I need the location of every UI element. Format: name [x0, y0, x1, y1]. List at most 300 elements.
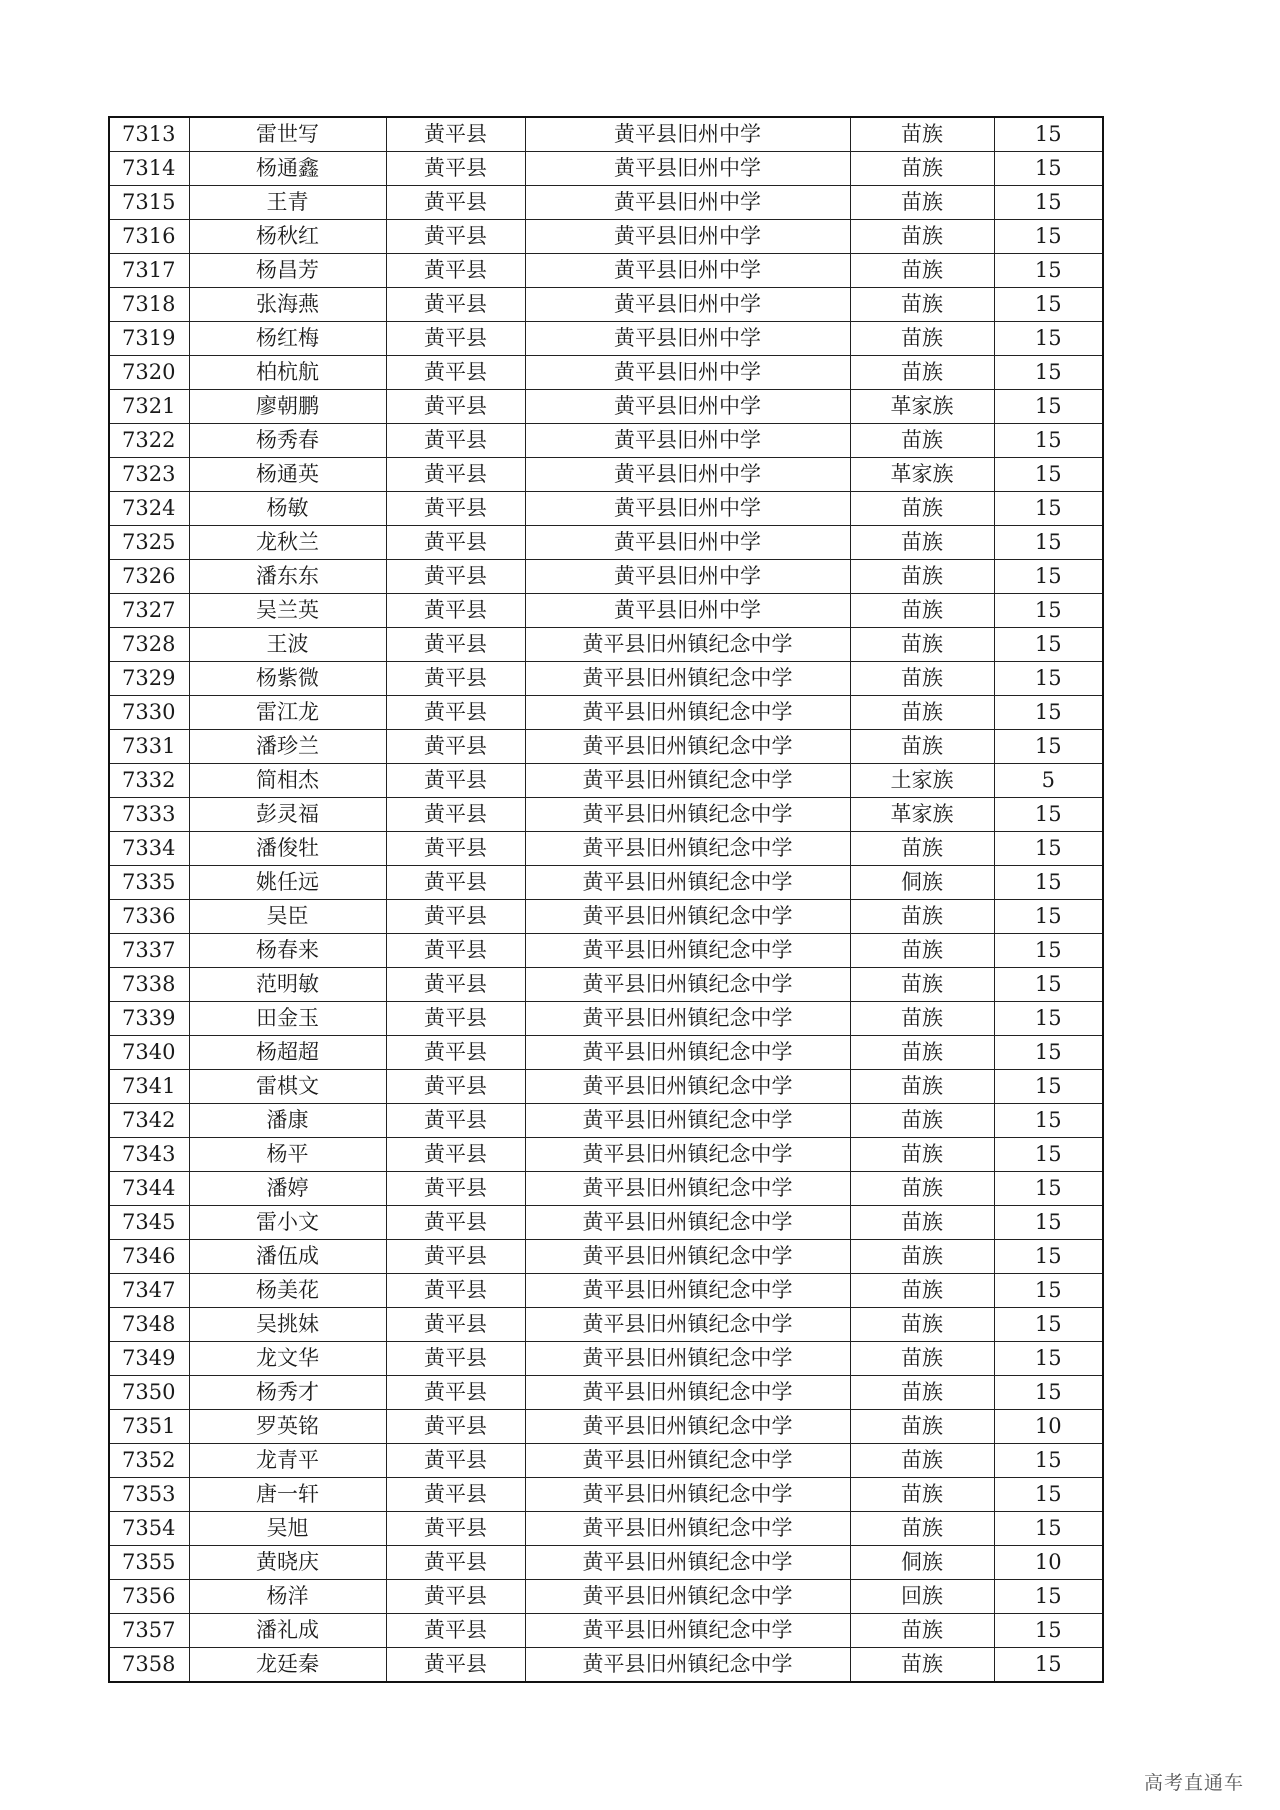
cell-county: 黄平县	[386, 1308, 525, 1342]
cell-ethnicity: 苗族	[850, 288, 994, 322]
cell-score: 15	[994, 1240, 1103, 1274]
table-row	[109, 186, 1103, 220]
cell-school: 黄平县旧州镇纪念中学	[525, 1070, 850, 1104]
cell-score: 10	[994, 1546, 1103, 1580]
cell-id: 7338	[109, 968, 189, 1002]
cell-school: 黄平县旧州镇纪念中学	[525, 1206, 850, 1240]
cell-score: 15	[994, 866, 1103, 900]
cell-score: 15	[994, 1444, 1103, 1478]
cell-county: 黄平县	[386, 526, 525, 560]
cell-id: 7326	[109, 560, 189, 594]
cell-id: 7341	[109, 1070, 189, 1104]
table-row	[109, 458, 1103, 492]
cell-name: 罗英铭	[189, 1410, 386, 1444]
cell-ethnicity: 苗族	[850, 1036, 994, 1070]
cell-id: 7314	[109, 152, 189, 186]
cell-name: 杨秀春	[189, 424, 386, 458]
cell-id: 7354	[109, 1512, 189, 1546]
cell-id: 7349	[109, 1342, 189, 1376]
cell-school: 黄平县旧州镇纪念中学	[525, 1240, 850, 1274]
cell-school: 黄平县旧州镇纪念中学	[525, 1036, 850, 1070]
cell-school: 黄平县旧州镇纪念中学	[525, 1002, 850, 1036]
cell-school: 黄平县旧州镇纪念中学	[525, 696, 850, 730]
cell-id: 7335	[109, 866, 189, 900]
table-row	[109, 424, 1103, 458]
table-row	[109, 1376, 1103, 1410]
cell-county: 黄平县	[386, 1070, 525, 1104]
cell-id: 7323	[109, 458, 189, 492]
table-row	[109, 1274, 1103, 1308]
cell-score: 15	[994, 1274, 1103, 1308]
cell-school: 黄平县旧州镇纪念中学	[525, 1172, 850, 1206]
cell-school: 黄平县旧州镇纪念中学	[525, 934, 850, 968]
cell-name: 龙秋兰	[189, 526, 386, 560]
cell-county: 黄平县	[386, 1138, 525, 1172]
cell-name: 雷江龙	[189, 696, 386, 730]
cell-id: 7316	[109, 220, 189, 254]
cell-score: 15	[994, 560, 1103, 594]
table-row	[109, 832, 1103, 866]
cell-ethnicity: 苗族	[850, 594, 994, 628]
cell-score: 15	[994, 1138, 1103, 1172]
cell-id: 7317	[109, 254, 189, 288]
cell-name: 吴挑妹	[189, 1308, 386, 1342]
cell-school: 黄平县旧州镇纪念中学	[525, 1444, 850, 1478]
cell-school: 黄平县旧州镇纪念中学	[525, 1410, 850, 1444]
table-row	[109, 1036, 1103, 1070]
cell-name: 杨红梅	[189, 322, 386, 356]
cell-school: 黄平县旧州镇纪念中学	[525, 900, 850, 934]
cell-county: 黄平县	[386, 866, 525, 900]
cell-name: 黄晓庆	[189, 1546, 386, 1580]
cell-id: 7325	[109, 526, 189, 560]
cell-id: 7339	[109, 1002, 189, 1036]
table-row	[109, 1512, 1103, 1546]
cell-school: 黄平县旧州镇纪念中学	[525, 662, 850, 696]
cell-school: 黄平县旧州镇纪念中学	[525, 1478, 850, 1512]
cell-name: 杨春来	[189, 934, 386, 968]
cell-ethnicity: 苗族	[850, 356, 994, 390]
cell-ethnicity: 苗族	[850, 730, 994, 764]
cell-ethnicity: 苗族	[850, 560, 994, 594]
cell-county: 黄平县	[386, 186, 525, 220]
cell-score: 15	[994, 117, 1103, 152]
cell-ethnicity: 苗族	[850, 628, 994, 662]
table-row	[109, 696, 1103, 730]
cell-school: 黄平县旧州镇纪念中学	[525, 866, 850, 900]
cell-school: 黄平县旧州镇纪念中学	[525, 1546, 850, 1580]
cell-school: 黄平县旧州中学	[525, 526, 850, 560]
cell-id: 7336	[109, 900, 189, 934]
cell-score: 15	[994, 458, 1103, 492]
cell-county: 黄平县	[386, 1410, 525, 1444]
cell-id: 7327	[109, 594, 189, 628]
cell-score: 15	[994, 1342, 1103, 1376]
cell-ethnicity: 苗族	[850, 832, 994, 866]
cell-school: 黄平县旧州中学	[525, 458, 850, 492]
cell-county: 黄平县	[386, 1002, 525, 1036]
table-row	[109, 1410, 1103, 1444]
cell-county: 黄平县	[386, 1376, 525, 1410]
cell-school: 黄平县旧州镇纪念中学	[525, 730, 850, 764]
cell-name: 潘康	[189, 1104, 386, 1138]
cell-score: 15	[994, 968, 1103, 1002]
table-row	[109, 1172, 1103, 1206]
cell-county: 黄平县	[386, 1206, 525, 1240]
cell-ethnicity: 侗族	[850, 866, 994, 900]
cell-county: 黄平县	[386, 696, 525, 730]
cell-school: 黄平县旧州镇纪念中学	[525, 1104, 850, 1138]
table-row	[109, 764, 1103, 798]
cell-id: 7352	[109, 1444, 189, 1478]
table-row	[109, 1002, 1103, 1036]
cell-id: 7346	[109, 1240, 189, 1274]
table-row	[109, 288, 1103, 322]
student-roster-table	[108, 116, 1104, 1683]
cell-school: 黄平县旧州镇纪念中学	[525, 1580, 850, 1614]
cell-name: 雷小文	[189, 1206, 386, 1240]
cell-name: 王青	[189, 186, 386, 220]
table-row	[109, 492, 1103, 526]
cell-ethnicity: 苗族	[850, 424, 994, 458]
cell-school: 黄平县旧州中学	[525, 220, 850, 254]
table-row	[109, 662, 1103, 696]
table-row	[109, 560, 1103, 594]
cell-score: 15	[994, 1478, 1103, 1512]
cell-id: 7328	[109, 628, 189, 662]
cell-school: 黄平县旧州镇纪念中学	[525, 764, 850, 798]
cell-school: 黄平县旧州中学	[525, 288, 850, 322]
table-row	[109, 1342, 1103, 1376]
cell-ethnicity: 苗族	[850, 1070, 994, 1104]
table-row	[109, 900, 1103, 934]
cell-name: 杨美花	[189, 1274, 386, 1308]
cell-id: 7351	[109, 1410, 189, 1444]
cell-school: 黄平县旧州镇纪念中学	[525, 1342, 850, 1376]
table-row	[109, 628, 1103, 662]
table-row	[109, 594, 1103, 628]
cell-county: 黄平县	[386, 662, 525, 696]
cell-score: 15	[994, 492, 1103, 526]
table-row	[109, 1580, 1103, 1614]
cell-name: 潘东东	[189, 560, 386, 594]
cell-ethnicity: 土家族	[850, 764, 994, 798]
cell-name: 龙廷秦	[189, 1648, 386, 1683]
table-row	[109, 1240, 1103, 1274]
cell-ethnicity: 苗族	[850, 1172, 994, 1206]
cell-id: 7340	[109, 1036, 189, 1070]
cell-ethnicity: 回族	[850, 1580, 994, 1614]
cell-id: 7333	[109, 798, 189, 832]
cell-county: 黄平县	[386, 458, 525, 492]
cell-name: 潘伍成	[189, 1240, 386, 1274]
cell-ethnicity: 苗族	[850, 1240, 994, 1274]
cell-name: 唐一轩	[189, 1478, 386, 1512]
cell-county: 黄平县	[386, 1104, 525, 1138]
cell-id: 7334	[109, 832, 189, 866]
cell-score: 15	[994, 526, 1103, 560]
cell-county: 黄平县	[386, 1172, 525, 1206]
cell-county: 黄平县	[386, 1546, 525, 1580]
cell-id: 7322	[109, 424, 189, 458]
table-row	[109, 220, 1103, 254]
table-row	[109, 1206, 1103, 1240]
cell-id: 7342	[109, 1104, 189, 1138]
cell-name: 潘俊牡	[189, 832, 386, 866]
cell-county: 黄平县	[386, 832, 525, 866]
cell-school: 黄平县旧州中学	[525, 560, 850, 594]
table-row	[109, 356, 1103, 390]
cell-name: 杨洋	[189, 1580, 386, 1614]
cell-school: 黄平县旧州中学	[525, 152, 850, 186]
cell-school: 黄平县旧州镇纪念中学	[525, 968, 850, 1002]
cell-id: 7353	[109, 1478, 189, 1512]
cell-county: 黄平县	[386, 356, 525, 390]
cell-id: 7343	[109, 1138, 189, 1172]
cell-score: 15	[994, 696, 1103, 730]
cell-id: 7355	[109, 1546, 189, 1580]
table-row	[109, 1444, 1103, 1478]
cell-ethnicity: 苗族	[850, 526, 994, 560]
table-row	[109, 866, 1103, 900]
cell-name: 杨秋红	[189, 220, 386, 254]
cell-ethnicity: 苗族	[850, 1478, 994, 1512]
cell-name: 吴臣	[189, 900, 386, 934]
table-row	[109, 968, 1103, 1002]
cell-school: 黄平县旧州镇纪念中学	[525, 1138, 850, 1172]
cell-county: 黄平县	[386, 934, 525, 968]
cell-id: 7320	[109, 356, 189, 390]
cell-ethnicity: 苗族	[850, 1002, 994, 1036]
cell-score: 15	[994, 288, 1103, 322]
cell-score: 15	[994, 1206, 1103, 1240]
cell-name: 吴兰英	[189, 594, 386, 628]
table-row	[109, 730, 1103, 764]
cell-score: 15	[994, 356, 1103, 390]
cell-school: 黄平县旧州中学	[525, 186, 850, 220]
cell-county: 黄平县	[386, 1512, 525, 1546]
cell-id: 7345	[109, 1206, 189, 1240]
cell-ethnicity: 苗族	[850, 492, 994, 526]
cell-id: 7358	[109, 1648, 189, 1683]
cell-id: 7331	[109, 730, 189, 764]
cell-ethnicity: 苗族	[850, 186, 994, 220]
cell-school: 黄平县旧州镇纪念中学	[525, 1614, 850, 1648]
cell-ethnicity: 苗族	[850, 117, 994, 152]
cell-name: 杨通英	[189, 458, 386, 492]
cell-school: 黄平县旧州中学	[525, 356, 850, 390]
cell-ethnicity: 革家族	[850, 390, 994, 424]
cell-name: 吴旭	[189, 1512, 386, 1546]
cell-county: 黄平县	[386, 764, 525, 798]
cell-county: 黄平县	[386, 492, 525, 526]
cell-ethnicity: 苗族	[850, 322, 994, 356]
cell-ethnicity: 苗族	[850, 1410, 994, 1444]
cell-id: 7315	[109, 186, 189, 220]
cell-score: 15	[994, 1070, 1103, 1104]
cell-id: 7356	[109, 1580, 189, 1614]
table-row	[109, 1138, 1103, 1172]
cell-county: 黄平县	[386, 968, 525, 1002]
cell-county: 黄平县	[386, 1580, 525, 1614]
cell-school: 黄平县旧州镇纪念中学	[525, 1376, 850, 1410]
cell-id: 7337	[109, 934, 189, 968]
table-row	[109, 1308, 1103, 1342]
cell-score: 15	[994, 1580, 1103, 1614]
cell-score: 15	[994, 628, 1103, 662]
cell-ethnicity: 苗族	[850, 1342, 994, 1376]
cell-school: 黄平县旧州镇纪念中学	[525, 1512, 850, 1546]
cell-score: 15	[994, 832, 1103, 866]
cell-school: 黄平县旧州镇纪念中学	[525, 1274, 850, 1308]
cell-county: 黄平县	[386, 152, 525, 186]
cell-school: 黄平县旧州中学	[525, 492, 850, 526]
cell-score: 15	[994, 730, 1103, 764]
cell-score: 15	[994, 798, 1103, 832]
cell-name: 廖朝鹏	[189, 390, 386, 424]
cell-id: 7318	[109, 288, 189, 322]
cell-county: 黄平县	[386, 254, 525, 288]
cell-school: 黄平县旧州镇纪念中学	[525, 1308, 850, 1342]
cell-name: 潘珍兰	[189, 730, 386, 764]
table-row	[109, 1546, 1103, 1580]
cell-name: 龙青平	[189, 1444, 386, 1478]
watermark-text: 高考直通车	[1143, 1772, 1244, 1794]
table-row	[109, 1614, 1103, 1648]
table-row	[109, 117, 1103, 152]
cell-county: 黄平县	[386, 1274, 525, 1308]
cell-school: 黄平县旧州中学	[525, 322, 850, 356]
table-row	[109, 322, 1103, 356]
cell-name: 柏杭航	[189, 356, 386, 390]
cell-id: 7329	[109, 662, 189, 696]
cell-school: 黄平县旧州镇纪念中学	[525, 832, 850, 866]
cell-county: 黄平县	[386, 730, 525, 764]
cell-county: 黄平县	[386, 900, 525, 934]
cell-school: 黄平县旧州镇纪念中学	[525, 628, 850, 662]
cell-ethnicity: 革家族	[850, 458, 994, 492]
cell-score: 15	[994, 390, 1103, 424]
cell-name: 简相杰	[189, 764, 386, 798]
cell-ethnicity: 苗族	[850, 1138, 994, 1172]
cell-name: 雷世写	[189, 117, 386, 152]
cell-score: 15	[994, 900, 1103, 934]
table-row	[109, 390, 1103, 424]
cell-ethnicity: 苗族	[850, 900, 994, 934]
cell-ethnicity: 苗族	[850, 662, 994, 696]
cell-name: 杨昌芳	[189, 254, 386, 288]
cell-name: 范明敏	[189, 968, 386, 1002]
cell-county: 黄平县	[386, 594, 525, 628]
cell-name: 杨紫微	[189, 662, 386, 696]
cell-score: 15	[994, 1104, 1103, 1138]
cell-id: 7344	[109, 1172, 189, 1206]
table-row	[109, 1478, 1103, 1512]
cell-ethnicity: 苗族	[850, 1648, 994, 1683]
cell-county: 黄平县	[386, 1444, 525, 1478]
table-row	[109, 1070, 1103, 1104]
cell-id: 7332	[109, 764, 189, 798]
cell-name: 杨秀才	[189, 1376, 386, 1410]
cell-school: 黄平县旧州中学	[525, 390, 850, 424]
cell-name: 姚任远	[189, 866, 386, 900]
cell-score: 15	[994, 152, 1103, 186]
cell-id: 7350	[109, 1376, 189, 1410]
cell-score: 15	[994, 254, 1103, 288]
cell-score: 10	[994, 1410, 1103, 1444]
cell-name: 龙文华	[189, 1342, 386, 1376]
table-row	[109, 934, 1103, 968]
cell-county: 黄平县	[386, 1240, 525, 1274]
cell-ethnicity: 苗族	[850, 1274, 994, 1308]
cell-name: 杨平	[189, 1138, 386, 1172]
cell-score: 15	[994, 1172, 1103, 1206]
cell-county: 黄平县	[386, 424, 525, 458]
cell-name: 杨超超	[189, 1036, 386, 1070]
cell-ethnicity: 苗族	[850, 254, 994, 288]
cell-county: 黄平县	[386, 1036, 525, 1070]
cell-county: 黄平县	[386, 1342, 525, 1376]
cell-school: 黄平县旧州镇纪念中学	[525, 1648, 850, 1683]
table-row	[109, 798, 1103, 832]
cell-name: 张海燕	[189, 288, 386, 322]
cell-id: 7321	[109, 390, 189, 424]
cell-ethnicity: 革家族	[850, 798, 994, 832]
cell-ethnicity: 苗族	[850, 1444, 994, 1478]
cell-ethnicity: 苗族	[850, 220, 994, 254]
cell-county: 黄平县	[386, 1478, 525, 1512]
cell-score: 15	[994, 322, 1103, 356]
table-row	[109, 526, 1103, 560]
table-row	[109, 1104, 1103, 1138]
cell-name: 杨通鑫	[189, 152, 386, 186]
cell-ethnicity: 苗族	[850, 1206, 994, 1240]
cell-school: 黄平县旧州中学	[525, 254, 850, 288]
cell-score: 15	[994, 1376, 1103, 1410]
cell-county: 黄平县	[386, 1614, 525, 1648]
cell-score: 15	[994, 1648, 1103, 1683]
cell-score: 15	[994, 424, 1103, 458]
cell-score: 5	[994, 764, 1103, 798]
cell-name: 潘礼成	[189, 1614, 386, 1648]
cell-school: 黄平县旧州中学	[525, 594, 850, 628]
cell-id: 7319	[109, 322, 189, 356]
cell-score: 15	[994, 220, 1103, 254]
cell-ethnicity: 苗族	[850, 934, 994, 968]
cell-school: 黄平县旧州镇纪念中学	[525, 798, 850, 832]
cell-name: 潘婷	[189, 1172, 386, 1206]
cell-score: 15	[994, 662, 1103, 696]
cell-ethnicity: 苗族	[850, 152, 994, 186]
cell-id: 7347	[109, 1274, 189, 1308]
table-row	[109, 152, 1103, 186]
cell-county: 黄平县	[386, 117, 525, 152]
cell-score: 15	[994, 186, 1103, 220]
cell-county: 黄平县	[386, 322, 525, 356]
cell-name: 彭灵福	[189, 798, 386, 832]
cell-school: 黄平县旧州中学	[525, 117, 850, 152]
cell-ethnicity: 苗族	[850, 1104, 994, 1138]
cell-id: 7324	[109, 492, 189, 526]
cell-name: 王波	[189, 628, 386, 662]
cell-id: 7313	[109, 117, 189, 152]
cell-ethnicity: 苗族	[850, 1308, 994, 1342]
cell-score: 15	[994, 594, 1103, 628]
cell-score: 15	[994, 1036, 1103, 1070]
table-row	[109, 254, 1103, 288]
cell-score: 15	[994, 1614, 1103, 1648]
cell-county: 黄平县	[386, 390, 525, 424]
